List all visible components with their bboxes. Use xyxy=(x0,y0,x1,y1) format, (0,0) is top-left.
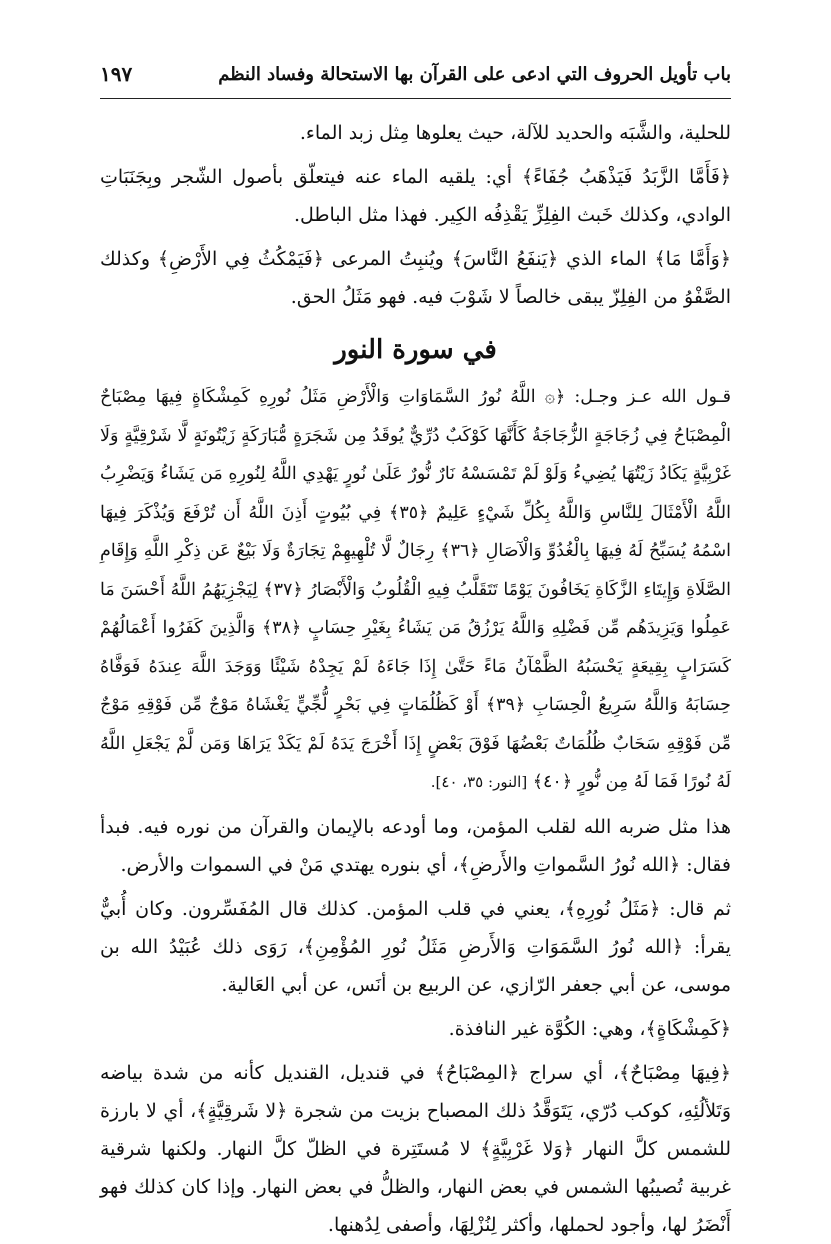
page-body xyxy=(100,114,731,1236)
header-title: باب تأويل الحروف التي ادعى على القرآن بها الاستحالة وفساد النظم xyxy=(218,63,731,85)
header-rule xyxy=(100,98,731,99)
page-number: ١٩٧ xyxy=(100,62,133,86)
quran-verses xyxy=(100,378,731,802)
running-header xyxy=(100,56,731,92)
paragraph: للحلية، والشَّبَه والحديد للآلة، حيث يعلوها مِثل زبد الماء. xyxy=(299,122,731,144)
commentary-paragraph: ثم قال: ﴿مَثَلُ نُورِهِ﴾، يعني في قلب المؤمن. كذلك قال المُفَسِّرون. وكان أُبيٌّ يقرأ: ﴿الله نُورُ السَّمَوَاتِ وَالأَرضِ مَثَلُ نُورِ المُؤْمِنِ﴾، رَوَى ذلك عُبَيْدُ الله بن موسى، عن أبي جعفر الرّازي، عن الربيع بن أنَس، عن أبي العَالية. xyxy=(100,897,731,996)
verse-reference: [النور: ٣٥، ٤٠]. xyxy=(430,773,528,791)
commentary-paragraph: هذا مثل ضربه الله لقلب المؤمن، وما أودعه بالإيمان والقرآن من نوره فيه. فبدأ فقال: ﴿الله نُورُ السَّمواتِ والأَرضِ﴾، أي بنوره يهتدي مَنْ في السموات والأرض. xyxy=(100,815,731,876)
commentary-paragraph: ﴿كَمِشْكَاةٍ﴾، وهي: الكُوَّة غير النافذة. xyxy=(448,1017,731,1040)
verses-text: قـول الله عـز وجـل: ﴿۞ اللَّهُ نُورُ السَّمَاوَاتِ وَالْأَرْضِ مَثَلُ نُورِهِ كَمِشْكَاةٍ فِيهَا مِصْبَاحٌ الْمِصْبَاحُ فِي زُجَاجَةٍ الزُّجَاجَةُ كَأَنَّهَا كَوْكَبٌ دُرِّيٌّ يُوقَدُ مِن شَجَرَةٍ مُّبَارَكَةٍ زَيْتُونَةٍ لَّا شَرْقِيَّةٍ وَلَا غَرْبِيَّةٍ يَكَادُ زَيْتُهَا يُضِيءُ وَلَوْ لَمْ تَمْسَسْهُ نَارٌ نُّورٌ عَلَىٰ نُورٍ يَهْدِي اللَّهُ لِنُورِهِ مَن يَشَاءُ وَيَضْرِبُ اللَّهُ الْأَمْثَالَ لِلنَّاسِ وَاللَّهُ بِكُلِّ شَيْءٍ عَلِيمٌ ﴿٣٥﴾ فِي بُيُوتٍ أَذِنَ اللَّهُ أَن تُرْفَعَ وَيُذْكَرَ فِيهَا اسْمُهُ يُسَبِّحُ لَهُ فِيهَا بِالْغُدُوِّ وَالْآصَالِ ﴿٣٦﴾ رِجَالٌ لَّا تُلْهِيهِمْ تِجَارَةٌ وَلَا بَيْعٌ عَن ذِكْرِ اللَّهِ وَإِقَامِ الصَّلَاةِ وَإِيتَاءِ الزَّكَاةِ يَخَافُونَ يَوْمًا تَتَقَلَّبُ فِيهِ الْقُلُوبُ وَالْأَبْصَارُ ﴿٣٧﴾ لِيَجْزِيَهُمُ اللَّهُ أَحْسَنَ مَا عَمِلُوا وَيَزِيدَهُم مِّن فَضْلِهِ وَاللَّهُ يَرْزُقُ مَن يَشَاءُ بِغَيْرِ حِسَابٍ ﴿٣٨﴾ وَالَّذِينَ كَفَرُوا أَعْمَالُهُمْ كَسَرَابٍ بِقِيعَةٍ يَحْسَبُهُ الظَّمْآنُ مَاءً حَتَّىٰ إِذَا جَاءَهُ لَمْ يَجِدْهُ شَيْئًا وَوَجَدَ اللَّهَ عِندَهُ فَوَفَّاهُ حِسَابَهُ وَاللَّهُ سَرِيعُ الْحِسَابِ ﴿٣٩﴾ أَوْ كَظُلُمَاتٍ فِي بَحْرٍ لُّجِّيٍّ يَغْشَاهُ مَوْجٌ مِّن فَوْقِهِ مَوْجٌ مِّن فَوْقِهِ سَحَابٌ ظُلُمَاتٌ بَعْضُهَا فَوْقَ بَعْضٍ إِذَا أَخْرَجَ يَدَهُ لَمْ يَكَدْ يَرَاهَا وَمَن لَّمْ يَجْعَلِ اللَّهُ لَهُ نُورًا فَمَا لَهُ مِن نُّورٍ ﴿٤٠﴾ xyxy=(100,387,731,792)
paragraph: ﴿فَأَمَّا الزَّبَدُ فَيَذْهَبُ جُفَاءً﴾ أي: يلقيه الماء عنه فيتعلّق بأصول الشّجر وبِجَنَبَاتِ الوادي، وكذلك خَبث الفِلِزِّ يَقْذِفُه الكِير. فهذا مثل الباطل. xyxy=(100,166,731,226)
paragraph: ﴿وَأَمَّا مَا﴾ الماء الذي ﴿يَنفَعُ النَّاسَ﴾ ويُنبِتُ المرعى ﴿فَيَمْكُثُ فِي الأَرْضِ﴾ وكذلك الصَّفْوُ من الفِلِزّ يبقى خالصاً لا شَوْبَ فيه. فهو مَثَلُ الحق. xyxy=(100,248,731,308)
section-title: في سورة النور xyxy=(334,335,497,365)
commentary-paragraph: ﴿فِيهَا مِصْبَاحٌ﴾، أي سراج ﴿المِصْبَاحُ﴾ في قنديل، القنديل كأنه من شدة بياضه وَتَلألُئِهِ، كوكب دُرّي، يَتَوَقَّدُ ذلك المصباح بزيت من شجرة ﴿لا شَرقِيَّةٍ﴾، أي لا بارزة للشمس كلَّ النهار ﴿وَلا غَرْبِيَّةٍ﴾ لا مُستَتِرة في الظلّ كلَّ النهار. ولكنها شرقية غربية تُصيبُها الشمس في بعض النهار، والظلُّ في بعض النهار. وإذا كان كذلك فهو أَنْضَرُ لها، وأجود لحملها، وأكثر لِنُزْلِهَا، وأصفى لِدُهنها. xyxy=(100,1061,731,1236)
